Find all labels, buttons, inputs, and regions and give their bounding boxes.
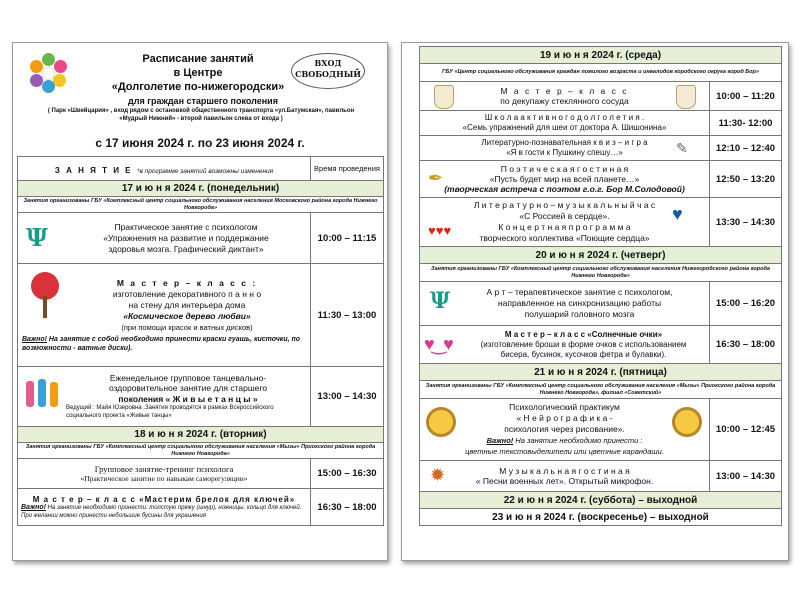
event-line: бисера, бусинок, кусочков фетра и булавки).: [500, 349, 667, 359]
event-line: Литературно-познавательная к в и з – и г р а: [481, 138, 648, 147]
important-label: Важно!: [21, 503, 46, 511]
event-sunglasses-20: [420, 326, 710, 364]
important-label: Важно!: [22, 335, 47, 343]
event-time: 12:10 – 12:40: [710, 136, 782, 161]
event-line: психология через рисование».: [504, 424, 625, 434]
event-line: по декупажу стеклянного сосуда: [500, 96, 629, 106]
event-time: 13:00 – 14:30: [311, 367, 384, 427]
day-header-21: 21 и ю н я 2024 г. (пятница): [420, 364, 782, 381]
event-line: (творческая встреча с поэтом г.о.г. Бор М.Солодовой): [444, 184, 685, 194]
org-note-17: Занятия организованы ГБУ «Комплексный центр социального обслуживания населения Московского района города Нижнего Новгорода»: [18, 197, 384, 213]
event-line: П о э т и ч е с к а я г о с т и н а я: [500, 164, 629, 174]
event-time: 10:00 – 12:45: [710, 399, 782, 461]
event-time: 10:00 – 11:15: [311, 213, 384, 264]
day-header-22: 22 и ю н я 2024 г. (суббота) – выходной: [420, 492, 782, 509]
event-line: Групповое занятие-тренинг психолога: [94, 463, 234, 474]
event-line: М а с т е р – к л а с с: [500, 86, 629, 96]
event-line: изготовление декоративного п а н н о: [112, 288, 262, 299]
org-note-21: Занятия организованы ГБУ «Комплексный центр социального обслуживания населения «Мызы» Приокского района города Нижнего Новгорода», филиал «Советский»: [420, 381, 782, 399]
event-psychologist-17: [18, 213, 311, 264]
day-header-17: 17 и ю н я 2024 г. (понедельник): [18, 181, 384, 197]
day-header-23: 23 и ю н я 2024 г. (воскресенье) – выходной: [420, 509, 782, 526]
psi-icon: Ψ: [430, 288, 451, 314]
changes-note: *в программе занятий возможны изменения: [136, 167, 274, 175]
day-header-19: 19 и ю н я 2024 г. (среда): [420, 47, 782, 64]
eternal-flame-icon: ✹: [430, 465, 446, 485]
event-arttherapy-20: [420, 282, 710, 326]
event-line: М а с т е р – к л а с с «Мастерим брелок для ключей»: [32, 494, 296, 504]
event-line: оздоровительное занятие для старшего: [108, 383, 268, 394]
event-quiz-19: [420, 136, 710, 161]
event-line: «Семь упражнений для шеи от доктора А. Шишонина»: [462, 123, 667, 132]
org-note-18: Занятия организованы ГБУ «Комплексный центр социального обслуживания населения «Мызы» Приокского района города Нижнего Новгорода»: [18, 443, 384, 459]
event-line: «Практическое занятие по навыкам саморегуляции»: [80, 473, 248, 483]
event-line: направленное на синхронизацию работы: [497, 298, 662, 308]
quill-icon: ✒: [428, 168, 444, 188]
flower-logo-icon: [29, 53, 69, 93]
event-line: «Я в гости к Пушкину спешу…»: [506, 148, 623, 157]
pushkin-portrait-icon: ✎: [676, 140, 688, 156]
event-time: 16:30 – 18:00: [710, 326, 782, 364]
left-page: [12, 42, 388, 561]
event-line: творческого коллектива «Поющие сердца»: [479, 233, 650, 243]
event-masterclass-17: [18, 264, 311, 367]
event-time: 16:30 – 18:00: [311, 489, 384, 526]
important-note: На занятие необходимо принести :: [515, 436, 643, 445]
event-decoupage-19: [420, 82, 710, 111]
event-line: Практическое занятие с психологом: [114, 221, 258, 232]
hearts-icon: ♥♥♥: [428, 223, 452, 238]
event-keychain-18: [18, 489, 311, 526]
event-time: 12:50 – 13:20: [710, 161, 782, 198]
event-line: К о н ц е р т н а я п р о г р а м м а: [498, 222, 631, 232]
important-note: цветные текстовыделители или цветные карандаши.: [465, 447, 664, 456]
event-longevity-19: [420, 111, 710, 136]
important-note: На занятие необходимо принести: толстую пряжу (шнур), ножницы, кольцо для ключей. При желании можно принести небольшие бусины для украшения: [21, 504, 302, 519]
event-line: «Космическое дерево любви»: [123, 310, 251, 321]
event-line: (при помощи красок и ватных дисков): [121, 322, 253, 332]
period-line: с 17 июня 2024 г. по 23 июня 2024 г.: [95, 136, 305, 150]
event-line: «Упражнения на развитие и поддержание: [103, 232, 269, 243]
event-line: на стену для интерьера дома: [128, 299, 246, 310]
event-time: 15:00 – 16:30: [311, 459, 384, 489]
event-line: здоровья мозга. Графический диктант»: [108, 243, 264, 254]
day-header-20: 20 и ю н я 2024 г. (четверг): [420, 247, 782, 264]
schedule-title: Расписание занятий: [142, 53, 254, 65]
event-line: Ш к о л а а к т и в н о г о д о л г о л е т и я .: [484, 113, 645, 122]
org-note-19: ГБУ «Центр социального обслуживания граждан пожилого возраста и инвалидов городского округа город Бор»: [420, 64, 782, 82]
event-line: « Песни военных лет». Открытый микрофон.: [475, 476, 654, 486]
event-line: поколения « Ж и в ы е т а н ц ы »: [118, 393, 258, 404]
entry-line-1: ВХОД: [314, 58, 342, 68]
event-line: полушарий головного мозга: [524, 309, 635, 319]
entry-line-2: СВОБОДНЫЙ: [295, 69, 361, 79]
event-line: «С Россией в сердце».: [519, 211, 610, 221]
org-note-20: Занятия организованы ГБУ «Комплексный центр социального обслуживания населения Нижегородского района города Нижнего Новгорода»: [420, 264, 782, 282]
event-time: 11:30- 12:00: [710, 111, 782, 136]
mandala-icon: [672, 407, 702, 437]
vase-icon: [434, 85, 454, 109]
event-line: Психологический практикум: [509, 402, 620, 412]
event-line: « Н е й р о г р а ф и к а -: [516, 413, 613, 423]
event-time: 15:00 – 16:20: [710, 282, 782, 326]
vase-icon: [676, 85, 696, 109]
schedule-table-left: [17, 156, 384, 526]
event-line: Л и т е р а т у р н о – м у з ы к а л ь н ы й ч а с: [473, 200, 656, 210]
psi-icon: Ψ: [26, 223, 48, 252]
right-page: [401, 42, 789, 561]
event-dance-17: [18, 367, 311, 427]
event-line: М а с т е р – к л а с с :: [116, 277, 258, 288]
mandala-icon: [426, 407, 456, 437]
event-time: 10:00 – 11:20: [710, 82, 782, 111]
schedule-table-right: [419, 46, 782, 526]
event-music-21: [420, 461, 710, 492]
event-concert-19: [420, 198, 710, 247]
event-line: Ведущий : Майя Юзеровна .Занятия проводятся в рамках Всероссийского социального проекта «Живые танцы»: [66, 405, 274, 420]
event-poetry-19: [420, 161, 710, 198]
program-name: «Долголетие по-нижегородски»: [111, 81, 285, 93]
col-head-lesson-label: З А Н Я Т И Е: [54, 165, 133, 175]
heart-flag-icon: ♥: [672, 204, 683, 224]
col-head-lesson: [18, 157, 311, 181]
important-note: На занятие с собой необходимо принести краски гуашь, кисточки, по возможности - ватные диски).: [22, 335, 301, 352]
event-neurography-21: [420, 399, 710, 461]
event-line: М а с т е р – к л а с с «Солнечные очки»: [504, 329, 663, 339]
day-header-18: 18 и ю н я 2024 г. (вторник): [18, 427, 384, 443]
event-time: 11:30 – 13:00: [311, 264, 384, 367]
event-line: А р т – терапевтическое занятие с психологом,: [486, 287, 673, 297]
event-training-18: [18, 459, 311, 489]
event-line: «Пусть будет мир на всей планете…»: [489, 174, 640, 184]
event-time: 13:00 – 14:30: [710, 461, 782, 492]
schedule-center: в Центре: [173, 67, 223, 79]
event-time: 13:30 – 14:30: [710, 198, 782, 247]
audience-line: для граждан старшего поколения: [128, 96, 278, 106]
event-line: Еженедельное групповое танцевально-: [109, 372, 267, 383]
sunglasses-icon: ♥‿♥: [424, 334, 451, 354]
col-head-time: Время проведения: [311, 157, 384, 181]
event-line: М у з ы к а л ь н а я г о с т и н а я: [499, 466, 630, 476]
heart-tree-icon: [28, 272, 62, 320]
event-line: (изготовление броши в форме очков с использованием: [480, 339, 687, 349]
free-entry-stamp: [291, 53, 365, 89]
location-note: ( Парк «Швейцария» , вход рядом с остановкой общественного транспорта «ул.Батумская», павильон «Мудрый Нижний» - второй павильон слева от входа ): [47, 108, 355, 122]
important-label: Важно!: [486, 436, 514, 445]
dancers-icon: [24, 377, 64, 413]
